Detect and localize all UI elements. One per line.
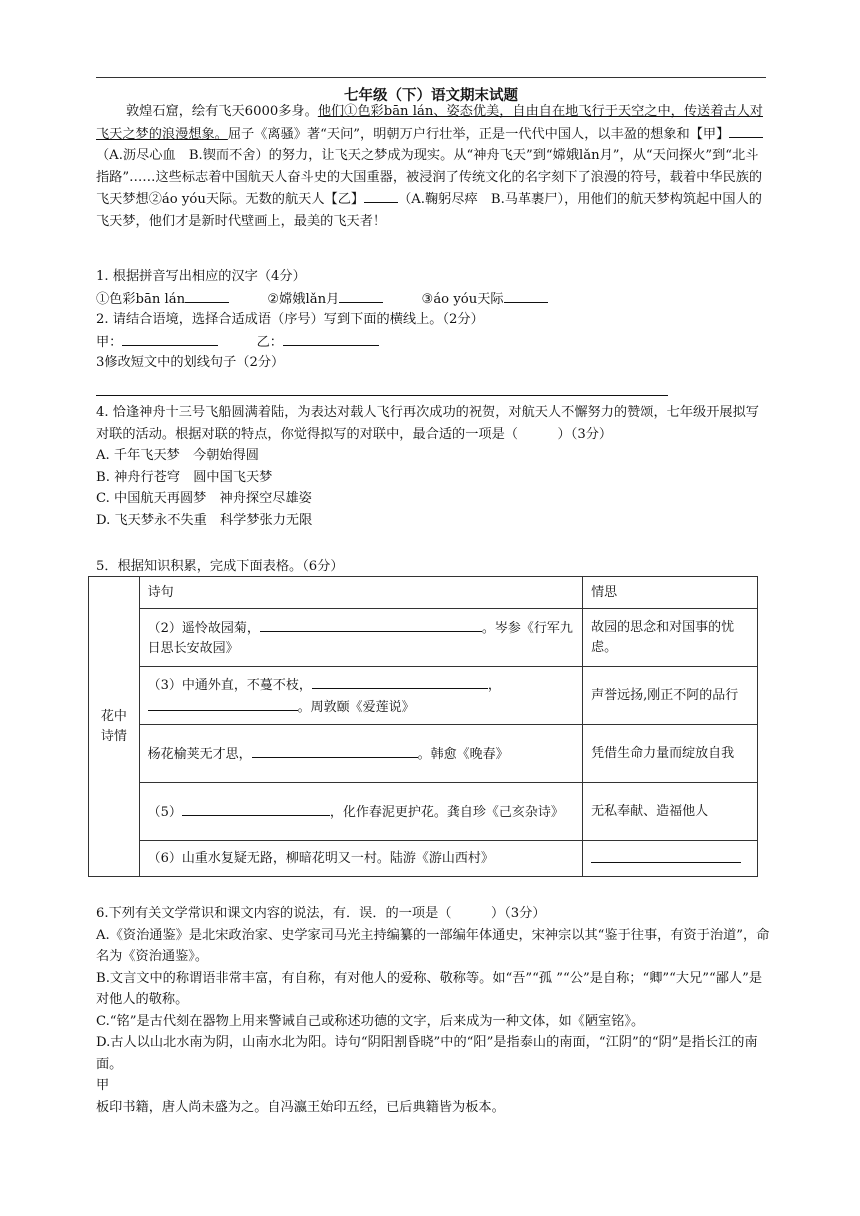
table-row	[89, 609, 758, 667]
question-1	[96, 266, 770, 310]
question-6	[96, 903, 770, 1118]
q1-c-blank[interactable]	[504, 288, 548, 303]
passage-text-3: （A.沥尽心血 B.锲而不舍）的努力，让飞天之梦成为现实。从“神舟飞天”到“嫦娥lǎn月”，从“天问探火”到“北斗指路”……这些标志着中国航天人奋斗史的大国重器，被浸润了传统文化的名字刻下了浪漫的符号，载着中华民族的飞天梦想②áo yóu天际。无数的航天人【乙】	[96, 148, 763, 207]
passage-text-4: （A.鞠躬尽瘁 B.马革裹尸），用他们的航天梦构筑起中国人的飞天梦，他们才是新时代壁画上，最美的飞天者！	[96, 192, 762, 229]
q4-option-d[interactable]: D. 飞天梦永不失重 科学梦张力无限	[96, 512, 313, 528]
question-2	[96, 309, 770, 353]
emotion-blank[interactable]	[591, 848, 741, 863]
table-header-row	[89, 577, 758, 609]
underlined-sentence: 他们①色彩bān lán、姿态优美，自由自在地飞行于天空之中，传送着古人对飞天之梦的浪漫想象。	[96, 104, 763, 142]
q5-stem: 5．根据知识积累，完成下面表格。（6分）	[96, 559, 344, 574]
poem-blank[interactable]	[182, 801, 330, 816]
q3-answer-line[interactable]	[96, 395, 668, 396]
poem-cell: （3）中通外直，不蔓不枝， ， 。周敦颐《爱莲说》	[139, 667, 582, 725]
header-poem: 诗句	[139, 577, 582, 609]
page-title: 七年级（下）语文期末试题	[344, 87, 518, 104]
q2-yi-blank[interactable]	[283, 331, 379, 346]
passage	[96, 101, 770, 232]
emotion-cell	[583, 841, 758, 877]
poem-blank[interactable]	[312, 674, 488, 689]
q4-option-c[interactable]: C. 中国航天再圆梦 神舟探空尽雄姿	[96, 491, 312, 506]
table-row	[89, 841, 758, 877]
q4-option-a[interactable]: A. 千年飞天梦 今朝始得圆	[96, 448, 259, 463]
q1-a-blank[interactable]	[185, 288, 229, 303]
passage-text-1: 敦煌石窟，绘有飞天6000多身。	[126, 104, 318, 119]
q3-stem: 3修改短文中的划线句子（2分）	[96, 355, 285, 370]
table-row	[89, 725, 758, 783]
q4-stem: 4. 恰逢神舟十三号飞船圆满着陆，为表达对载人飞行再次成功的祝贺，对航天人不懈努力的赞颂，七年级开展拟写对联的活动。根据对联的特点，你觉得拟写的对联中，最合适的一项是（ ）（3分）	[96, 405, 759, 442]
poem-cell: （6）山重水复疑无路，柳暗花明又一村。陆游《游山西村》	[139, 841, 582, 877]
poetry-table	[88, 576, 758, 877]
classical-text-line: 板印书籍，唐人尚未盛为之。自冯瀛王始印五经，已后典籍皆为板本。	[96, 1099, 505, 1115]
passage-text-2: 屈子《离骚》著“天问”，明朝万户行壮举，正是一代代中国人，以丰盈的想象和【甲】	[227, 126, 730, 142]
header-rule	[96, 77, 766, 78]
poem-cell: 杨花榆荚无才思， 。韩愈《晚春》	[139, 725, 582, 783]
emotion-cell: 凭借生命力量而绽放自我	[583, 725, 758, 783]
q4-option-b[interactable]: B. 神舟行苍穹 圆中国飞天梦	[96, 469, 273, 485]
q2-yi-label: 乙：	[256, 334, 283, 350]
question-4	[96, 402, 770, 531]
q2-answers	[96, 331, 770, 354]
blank-jia[interactable]	[729, 123, 763, 138]
section-label-jia: 甲	[96, 1078, 110, 1093]
poem-blank[interactable]	[260, 617, 482, 632]
q6-option-b[interactable]: B.文言文中的称谓语非常丰富，有自称，有对他人的爱称、敬称等。如“吾”“孤 ”“公”是自称；“卿”“大兄”“鄙人”是对他人的敬称。	[96, 970, 763, 1007]
poem-cell: （5） ，化作春泥更护花。龚自珍《己亥杂诗》	[139, 783, 582, 841]
q2-jia-label: 甲：	[96, 334, 123, 350]
emotion-cell: 声誉远扬,刚正不阿的品行	[583, 667, 758, 725]
header-emotion: 情思	[583, 577, 758, 609]
blank-yi[interactable]	[364, 188, 398, 203]
poem-blank[interactable]	[252, 743, 418, 758]
q2-jia-blank[interactable]	[122, 331, 218, 346]
q1-stem: 1. 根据拼音写出相应的汉字（4分）	[96, 269, 306, 284]
poem-cell: （2）遥怜故园菊， 。岑参《行军九日思长安故园》	[139, 609, 582, 667]
q2-stem: 2. 请结合语境，选择合适成语（序号）写到下面的横线上。（2分）	[96, 312, 484, 327]
q1-b-label: ②嫦娥lǎn月	[267, 291, 340, 307]
q6-option-d[interactable]: D.古人以山北水南为阴，山南水北为阳。诗句“阴阳割昏晓”中的“阳”是指泰山的南面，“江阴”的“阴”是指长江的南面。	[96, 1035, 758, 1072]
q6-option-a[interactable]: A.《资治通鉴》是北宋政治家、史学家司马光主持编纂的一部编年体通史，宋神宗以其“鉴于往事，有资于治道”，命名为《资治通鉴》。	[96, 927, 770, 964]
q1-a-label: ①色彩bān lán	[96, 291, 186, 307]
emotion-cell: 故园的思念和对国事的忧虑。	[583, 609, 758, 667]
table-row	[89, 783, 758, 841]
side-label: 花中诗情	[89, 577, 140, 877]
emotion-cell: 无私奉献、造福他人	[583, 783, 758, 841]
q6-stem: 6.下列有关文学常识和课文内容的说法，有．误．的一项是（ ）（3分）	[96, 906, 546, 921]
table-row	[89, 667, 758, 725]
q1-c-label: ③áo yóu天际	[421, 291, 504, 307]
poem-blank[interactable]	[148, 696, 298, 711]
q6-option-c[interactable]: C.“铭”是古代刻在器物上用来警诫自己或称述功德的文字，后来成为一种文体，如《陋室铭》。	[96, 1013, 645, 1029]
q1-b-blank[interactable]	[339, 288, 383, 303]
q1-answers	[96, 288, 770, 311]
question-3	[96, 352, 770, 374]
